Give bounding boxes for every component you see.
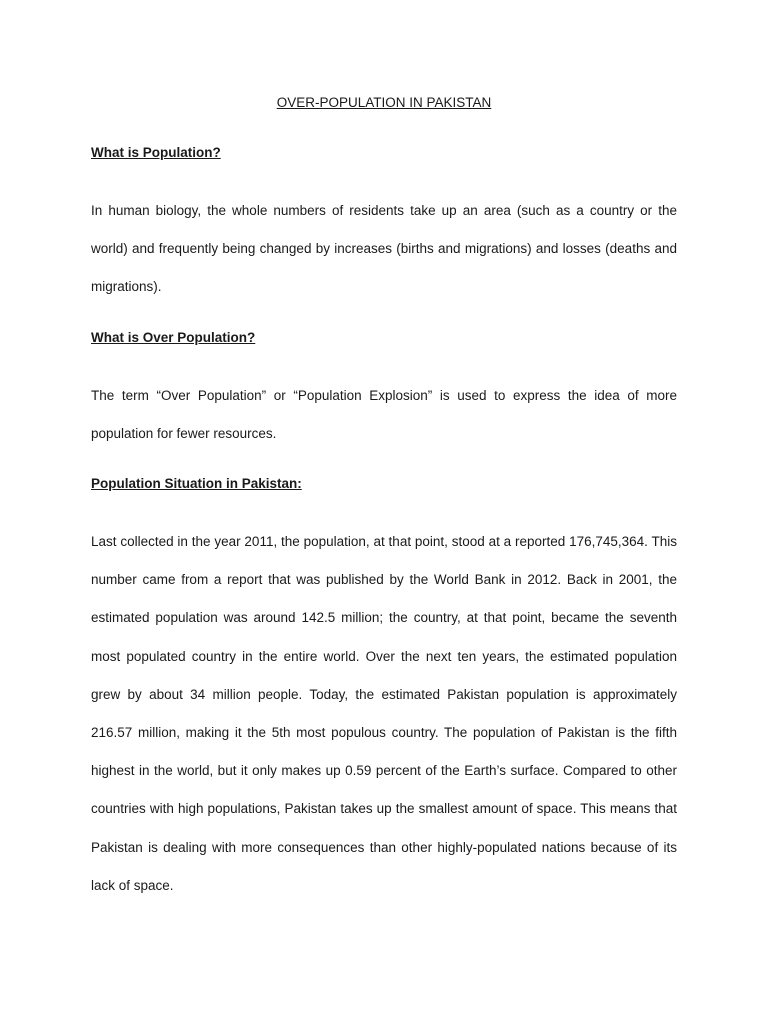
- section-heading-pakistan-situation: Population Situation in Pakistan:: [91, 476, 302, 492]
- section-body-pakistan-situation: Last collected in the year 2011, the population, at that point, stood at a reported 176,745,364. This number came from a report that was published by the World Bank in 2012. Back in 2001, the estimated population was around 142.5 million; the country, at that point, became the seventh most populated country in the entire world. Over the next ten years, the estimated population grew by about 34 million people. Today, the estimated Pakistan population is approximately 216.57 million, making it the 5th most populous country. The population of Pakistan is the fifth highest in the world, but it only makes up 0.59 percent of the Earth’s surface. Compared to other countries with high populations, Pakistan takes up the smallest amount of space. This means that Pakistan is dealing with more consequences than other highly-populated nations because of its lack of space.: [91, 534, 677, 893]
- section-body-over-population: The term “Over Population” or “Population Explosion” is used to express the idea of more population for fewer resources.: [91, 387, 677, 441]
- document-content: [91, 93, 677, 926]
- document-title: OVER-POPULATION IN PAKISTAN: [276, 95, 492, 110]
- section-heading-over-population: What is Over Population?: [91, 329, 256, 345]
- section-heading-population: What is Population?: [91, 145, 221, 160]
- section-body-population: In human biology, the whole numbers of residents take up an area (such as a country or the world) and frequently being changed by increases (births and migrations) and losses (deaths and migrations).: [91, 203, 677, 295]
